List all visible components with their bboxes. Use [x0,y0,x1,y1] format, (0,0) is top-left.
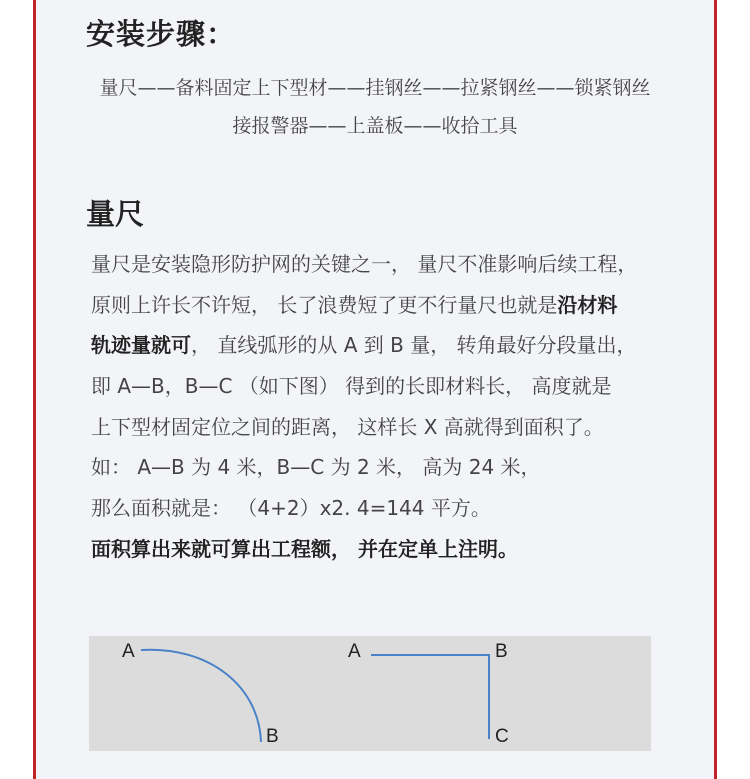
line-2-text: 原则上许长不许短， 长了浪费短了更不行量尺也就是 [91,292,558,317]
diagram-lines [89,636,651,751]
line-6-text: 如： A—B 为 4 米，B—C 为 2 米， 高为 24 米， [91,455,541,480]
line-3-text: ， 直线弧形的从 A 到 B 量， 转角最好分段量出， [191,333,637,358]
line-4-text: 即 A—B，B—C （如下图） 得到的长即材料长， 高度就是 [91,374,612,399]
paragraph-line-3 [91,325,691,366]
paragraph-line-4 [91,366,691,407]
label-corner-b: B [495,641,508,662]
arc-line [141,650,261,742]
label-curve-a: A [122,641,135,662]
paragraph-line-7 [91,488,691,529]
label-corner-c: C [495,726,509,747]
line-1-text: 量尺是安装隐形防护网的关键之一， 量尺不准影响后续工程， [91,252,638,276]
label-curve-b: B [266,726,279,747]
paragraph-line-5 [91,407,691,448]
install-steps-heading: 安装步骤： [86,17,237,51]
content-panel [33,0,717,779]
measurement-diagram [89,636,651,751]
steps-flow-line-2: 接报警器——上盖板——收拾工具 [232,115,518,137]
line-3-bold: 轨迹量就可 [91,333,191,358]
paragraph-line-2 [91,285,691,326]
paragraph-line-1 [91,244,691,285]
label-corner-a: A [348,641,361,662]
line-5-text: 上下型材固定位之间的距离， 这样长 X 高就得到面积了。 [91,414,604,439]
paragraph-line-6 [91,447,691,488]
measure-heading: 量尺 [86,197,145,231]
corner-line [371,655,489,739]
steps-flow-line-1: 量尺——备料固定上下型材——挂钢丝——拉紧钢丝——锁紧钢丝 [99,77,651,99]
emphasis-line: 面积算出来就可算出工程额， 并在定单上注明。 [91,536,518,561]
measure-paragraph [91,244,691,570]
line-7-text: 那么面积就是： （4+2）x2. 4=144 平方。 [91,496,491,521]
line-2-bold: 沿材料 [557,292,618,317]
